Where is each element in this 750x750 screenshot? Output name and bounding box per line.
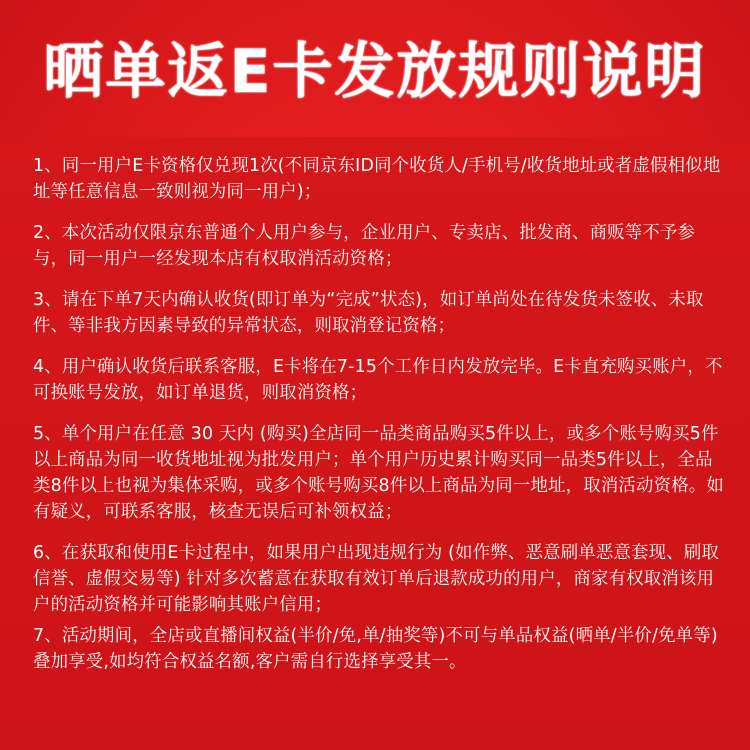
rule-item-5: 5、单个用户在任意 30 天内 (购买)全店同一品类商品购买5件以上，或多个账号购买5件以上商品为同一收货地址视为批发用户；单个用户历史累计购买同一品类5件以上，全品类8件以上也视为集体采购，或多个账号购买8件以上商品为同一地址，取消活动资格。如有疑义，可联系客服，核查无误后可补领权益； <box>33 424 724 522</box>
title-area <box>0 32 750 112</box>
rule-item-2: 2、本次活动仅限京东普通个人用户参与，企业用户、专卖店、批发商、商贩等不予参与，同一用户一经发现本店有权取消活动资格； <box>33 223 696 269</box>
page-title: 晒单返E卡发放规则说明 <box>43 37 707 107</box>
rule-item-6: 6、在获取和使用E卡过程中，如果用户出现违规行为 (如作弊、恶意刷单恶意套现、刷取信誉、虚假交易等) 针对多次蓄意在获取有效订单后退款成功的用户，商家有权取消该用户的活动资格并可能影响其账户信用； <box>33 543 720 615</box>
rule-item-3: 3、请在下单7天内确认收货(即订单为“完成”状态)，如订单尚处在待发货未签收、未取件、等非我方因素导致的异常状态，则取消登记资格； <box>33 290 704 336</box>
rule-item-7: 7、活动期间，全店或直播间权益(半价/免,单/抽奖等)不可与单品权益(晒单/半价/免单等)叠加享受,如均符合权益名额,客户需自行选择享受其一。 <box>33 626 718 672</box>
rules-panel <box>0 137 750 750</box>
rule-item-1: 1、同一用户E卡资格仅兑现1次(不同京东ID同个收货人/手机号/收货地址或者虚假相似地址等任意信息一致则视为同一用户)； <box>33 156 721 202</box>
rule-item-4: 4、用户确认收货后联系客服，E卡将在7-15个工作日内发放完毕。E卡直充购买账户，不可换账号发放，如订单退货，则取消资格； <box>33 357 723 403</box>
